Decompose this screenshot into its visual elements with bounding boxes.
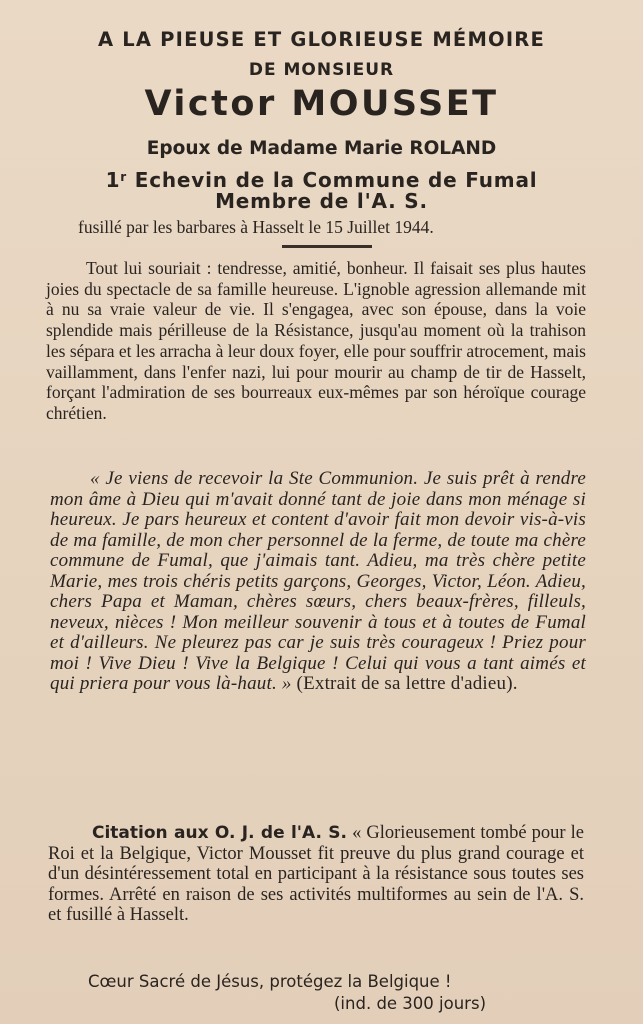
spouse-line: Epoux de Madame Marie ROLAND	[146, 138, 497, 159]
dedication-line: A LA PIEUSE ET GLORIEUSE MÉMOIRE	[97, 28, 546, 51]
deceased-name: Victor MOUSSET	[144, 84, 499, 124]
biography-paragraph: Tout lui souriait : tendresse, amitié, bonheur. Il faisait ses plus hautes joies du spectacle de sa famille heureuse. L'ignoble agression allemande mit à nu sa vraie valeur de vie. Il s'engagea, avec son épouse, dans la voie splendide mais périlleuse de la Résistance, jusqu'au moment où la trahison les sépara et les arracha à leur doux foyer, elle pour souffrir atrocement, mais vaillamment, dans l'enfer nazi, lui pour mourir au champ de tir de Hasselt, forçant l'admiration de ses bourreaux eux-mêmes par son héroïque courage chrétien.	[46, 258, 586, 423]
death-line: fusillé par les barbares à Hasselt le 15 Juillet 1944.	[78, 217, 434, 237]
farewell-quote-text: « Je viens de recevoir la Ste Communion. Je suis prêt à rendre mon âme à Dieu qui m'avait donné tant de joie dans mon ménage si heureux. Je pars heureux et content d'avoir fait mon devoir vis-à-vis de ma famille, de mon cher personnel de la ferme, de toute ma chère commune de Fumal, que j'aimais tant. Adieu, ma très chère petite Marie, mes trois chéris petits garçons, Georges, Victor, Léon. Adieu, chers Papa et Maman, chères sœurs, chers beaux-frères, filleuls, neveux, nièces ! Mon meilleur souvenir à tous et à toutes de Fumal et d'ailleurs. Ne pleurez pas car je suis très courageux ! Priez pour moi ! Vive Dieu ! Vive la Belgique ! Celui qui vous a tant aimés et qui priera pour vous là-haut. »	[50, 468, 586, 694]
citation-lead: Citation aux O. J. de l'A. S.	[92, 823, 348, 843]
membership-line: Membre de l'A. S.	[215, 189, 428, 213]
citation-paragraph	[48, 823, 584, 926]
citation-text: « Glorieusement tombé pour le Roi et la Belgique, Victor Mousset fit preuve du plus grand courage et d'un désintéressement total en participant à la résistance sous toutes ses formes. Arrêté en raison de ses activités multiformes au sein de l'A. S. et fusillé à Hasselt.	[48, 823, 585, 925]
farewell-quote	[50, 469, 586, 695]
rank-number: 1	[105, 168, 121, 192]
divider-rule	[282, 245, 372, 248]
honorific-line: DE MONSIEUR	[248, 60, 395, 80]
rank-superscript: r	[120, 170, 128, 184]
role-text: Echevin de la Commune de Fumal	[127, 168, 538, 192]
prayer-line: Cœur Sacré de Jésus, protégez la Belgique !	[88, 972, 452, 991]
indulgence-line: (ind. de 300 jours)	[334, 994, 487, 1013]
quote-source: (Extrait de sa lettre d'adieu).	[296, 673, 518, 694]
